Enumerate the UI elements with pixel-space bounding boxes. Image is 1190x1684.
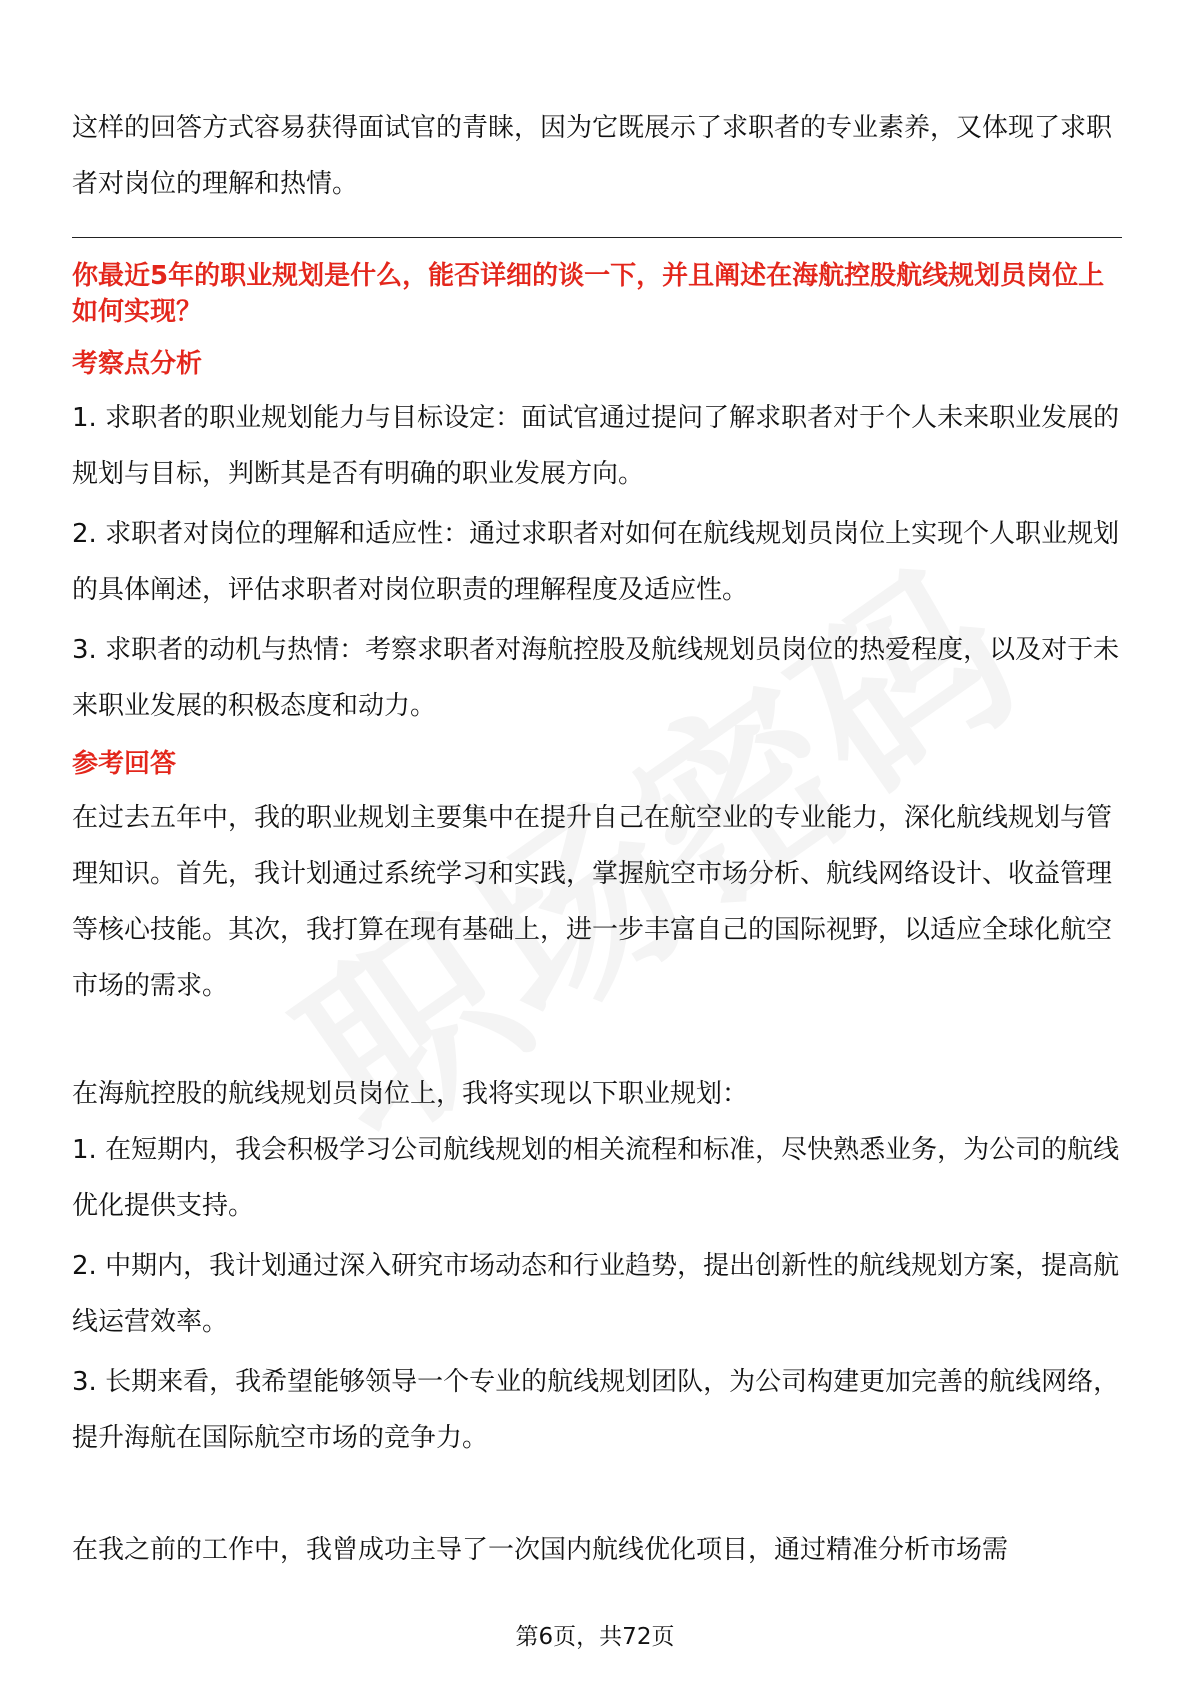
spacer <box>72 1014 1122 1066</box>
spacer <box>72 1470 1122 1522</box>
answer-paragraph: 在我之前的工作中，我曾成功主导了一次国内航线优化项目，通过精准分析市场需 <box>72 1535 1009 1565</box>
document-page <box>72 100 1122 1578</box>
answer-item: 3. 长期来看，我希望能够领导一个专业的航线规划团队，为公司构建更加完善的航线网络，提升海航在国际航空市场的竞争力。 <box>72 1367 1120 1453</box>
analysis-item: 1. 求职者的职业规划能力与目标设定：面试官通过提问了解求职者对于个人未来职业发展的规划与目标，判断其是否有明确的职业发展方向。 <box>72 403 1120 489</box>
analysis-item: 2. 求职者对岗位的理解和适应性：通过求职者对如何在航线规划员岗位上实现个人职业规划的具体阐述，评估求职者对岗位职责的理解程度及适应性。 <box>72 519 1120 605</box>
page-footer: 第6页，共72页 <box>515 1624 675 1650</box>
intro-paragraph: 这样的回答方式容易获得面试官的青睐，因为它既展示了求职者的专业素养，又体现了求职者对岗位的理解和热情。 <box>72 113 1113 199</box>
question-heading: 你最近5年的职业规划是什么，能否详细的谈一下，并且阐述在海航控股航线规划员岗位上如何实现？ <box>72 261 1105 327</box>
analysis-heading: 考察点分析 <box>72 349 203 379</box>
answer-heading: 参考回答 <box>72 749 177 779</box>
answer-paragraph: 在海航控股的航线规划员岗位上，我将实现以下职业规划： <box>72 1079 749 1109</box>
analysis-item: 3. 求职者的动机与热情：考察求职者对海航控股及航线规划员岗位的热爱程度，以及对于未来职业发展的积极态度和动力。 <box>72 635 1120 721</box>
answer-item: 1. 在短期内，我会积极学习公司航线规划的相关流程和标准，尽快熟悉业务，为公司的航线优化提供支持。 <box>72 1135 1120 1221</box>
answer-paragraph: 在过去五年中，我的职业规划主要集中在提升自己在航空业的专业能力，深化航线规划与管理知识。首先，我计划通过系统学习和实践，掌握航空市场分析、航线网络设计、收益管理等核心技能。其次，我打算在现有基础上，进一步丰富自己的国际视野，以适应全球化航空市场的需求。 <box>72 803 1113 1001</box>
divider <box>72 237 1122 238</box>
answer-item: 2. 中期内，我计划通过深入研究市场动态和行业趋势，提出创新性的航线规划方案，提高航线运营效率。 <box>72 1251 1120 1337</box>
